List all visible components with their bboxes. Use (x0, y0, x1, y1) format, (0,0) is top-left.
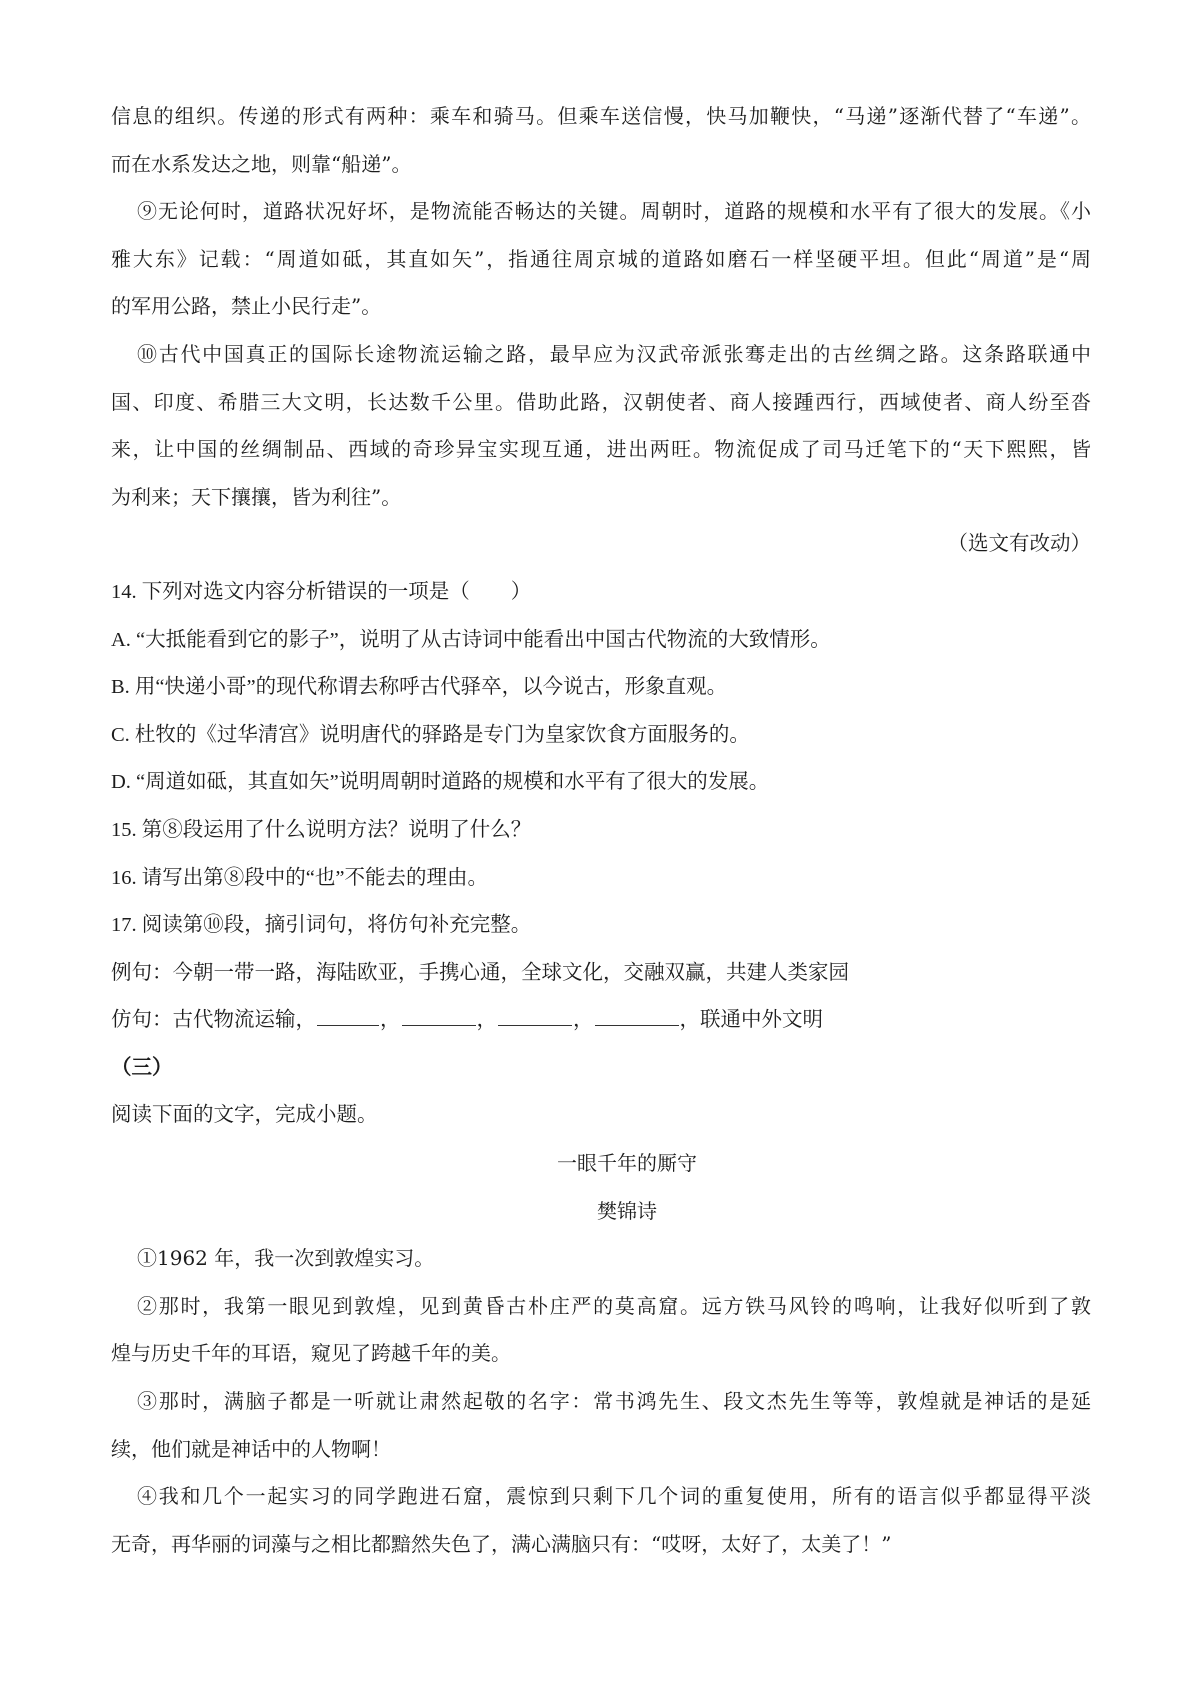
separator: ， (573, 1009, 594, 1032)
imitation-prefix: 仿句：古代物流运输， (111, 1009, 316, 1032)
answer-blank (595, 1024, 679, 1026)
article-title: 一眼千年的厮守 (557, 1151, 697, 1176)
option-d: D. “周道如砥，其直如矢”说明周朝时道路的规模和水平有了很大的发展。 (111, 771, 770, 794)
option-a: A. “大抵能看到它的影子”，说明了从古诗词中能看出中国古代物流的大致情形。 (111, 628, 831, 651)
paragraph-line: 煌与历史千年的耳语，窥见了跨越千年的美。 (111, 1341, 511, 1366)
paragraph-10 (111, 331, 1091, 521)
paragraph-line: 国、印度、希腊三大文明，长达数千公里。借助此路，汉朝使者、商人接踵西行，西域使者、商人纷至沓 (111, 389, 1091, 414)
article-paragraph-3 (111, 1378, 1091, 1473)
option-c: C. 杜牧的《过华清宫》说明唐代的驿路是专门为皇家饮食方面服务的。 (111, 723, 750, 746)
question-15: 15. 第⑧段运用了什么说明方法？说明了什么？ (111, 818, 532, 841)
paragraph-line: 的军用公路，禁止小民行走”。 (111, 294, 382, 319)
question-17 (111, 902, 1091, 1045)
paragraph-line: 雅大东》记载：“周道如砥，其直如矢”，指通往周京城的道路如磨石一样坚硬平坦。但此“周道”是“周 (111, 246, 1091, 271)
answer-blank (317, 1024, 379, 1026)
example-sentence: 例句：今朝一带一路，海陆欧亚，手携心通，全球文化，交融双赢，共建人类家园 (111, 961, 849, 984)
source-note: （选文有改动） (947, 533, 1091, 556)
paragraph-line: ①1962 年，我一次到敦煌实习。 (137, 1246, 435, 1271)
separator: ， (380, 1009, 401, 1032)
paragraph-line: 为利来；天下攘攘，皆为利往”。 (111, 484, 402, 509)
paragraph-line: 而在水系发达之地，则靠“船递”。 (111, 151, 412, 176)
paragraph-line: ③那时，满脑子都是一听就让肃然起敬的名字：常书鸿先生、段文杰先生等等，敦煌就是神话的是延 (137, 1389, 1091, 1414)
imitation-sentence (111, 997, 1091, 1045)
article-author: 樊锦诗 (597, 1198, 657, 1223)
paragraph-line: ④我和几个一起实习的同学跑进石窟，震惊到只剩下几个词的重复使用，所有的语言似乎都显得平淡 (137, 1484, 1091, 1509)
section-heading: （三） (111, 1056, 173, 1079)
question-stem: 14. 下列对选文内容分析错误的一项是（ ） (111, 580, 532, 603)
paragraph-line: 无奇，再华丽的词藻与之相比都黯然失色了，满心满脑只有：“哎呀，太好了，太美了！” (111, 1531, 892, 1556)
option-b: B. 用“快递小哥”的现代称谓去称呼古代驿卒，以今说古，形象直观。 (111, 676, 728, 699)
article-paragraph-4 (111, 1473, 1091, 1568)
question-14 (111, 569, 1091, 807)
section-instruction: 阅读下面的文字，完成小题。 (111, 1104, 378, 1127)
paragraph-line: ⑩古代中国真正的国际长途物流运输之路，最早应为汉武帝派张骞走出的古丝绸之路。这条路联通中 (137, 341, 1091, 366)
answer-blank (402, 1024, 476, 1026)
paragraph-line: 续，他们就是神话中的人物啊！ (111, 1436, 391, 1461)
paragraph-line: ②那时，我第一眼见到敦煌，见到黄昏古朴庄严的莫高窟。远方铁马风铃的鸣响，让我好似听到了敦 (137, 1293, 1091, 1318)
separator: ， (476, 1009, 497, 1032)
question-16: 16. 请写出第⑧段中的“也”不能去的理由。 (111, 866, 488, 889)
paragraph-8-tail (111, 93, 1091, 188)
article-paragraph-2 (111, 1283, 1091, 1378)
paragraph-line: 来，让中国的丝绸制品、西域的奇珍异宝实现互通，进出两旺。物流促成了司马迁笔下的“天下熙熙，皆 (111, 437, 1091, 462)
paragraph-line: 信息的组织。传递的形式有两种：乘车和骑马。但乘车送信慢，快马加鞭快，“马递”逐渐代替了“车递”。 (111, 104, 1091, 128)
answer-blank (498, 1024, 572, 1026)
question-stem: 17. 阅读第⑩段，摘引词句，将仿句补充完整。 (111, 914, 532, 937)
paragraph-9 (111, 188, 1091, 331)
paragraph-line: ⑨无论何时，道路状况好坏，是物流能否畅达的关键。周朝时，道路的规模和水平有了很大的发展。《小 (137, 199, 1091, 224)
imitation-suffix: ，联通中外文明 (679, 1009, 823, 1032)
article-paragraph-1 (111, 1235, 1091, 1283)
